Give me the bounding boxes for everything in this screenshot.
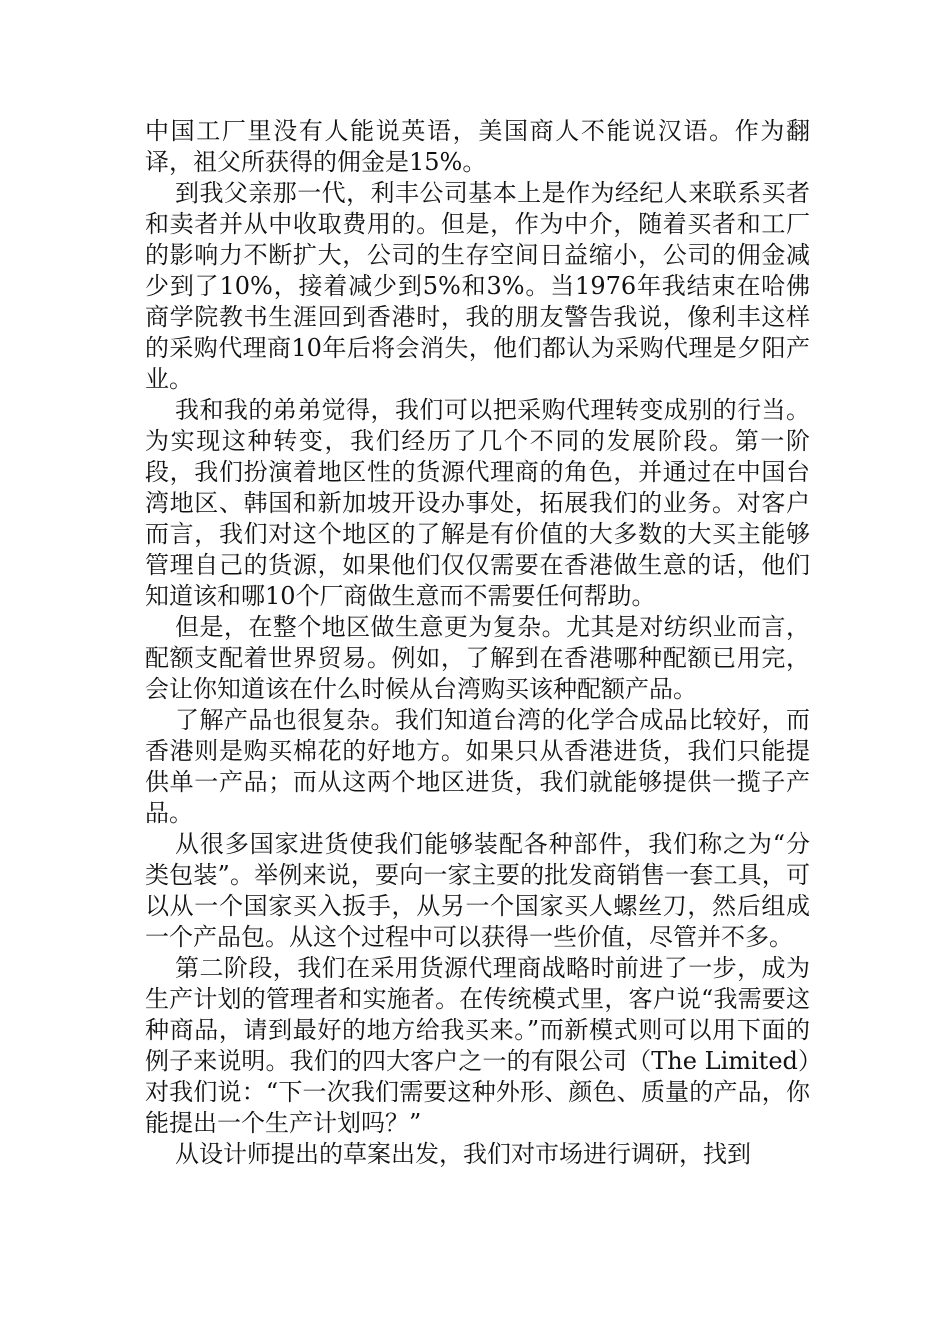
- paragraph-3: 我和我的弟弟觉得，我们可以把采购代理转变成别的行当。为实现这种转变，我们经历了几个不同的发展阶段。第一阶段，我们扮演着地区性的货源代理商的角色，并通过在中国台湾地区、韩国和新加坡开设办事处，拓展我们的业务。对客户而言，我们对这个地区的了解是有价值的大多数的大买主能够管理自己的货源，如果他们仅仅需要在香港做生意的话，他们知道该和哪10个厂商做生意而不需要任何帮助。: [145, 396, 810, 610]
- document-page: [145, 116, 810, 1170]
- paragraph-6: 从很多国家进货使我们能够装配各种部件，我们称之为“分类包装”。举例来说，要向一家主要的批发商销售一套工具，可以从一个国家买入扳手，从另一个国家买人螺丝刀，然后组成一个产品包。从这个过程中可以获得一些价值，尽管并不多。: [145, 830, 810, 951]
- paragraph-2: 到我父亲那一代，利丰公司基本上是作为经纪人来联系买者和卖者并从中收取费用的。但是，作为中介，随着买者和工厂的影响力不断扩大，公司的生存空间日益缩小，公司的佣金减少到了10%，接着减少到5%和3%。当1976年我结束在哈佛商学院教书生涯回到香港时，我的朋友警告我说，像利丰这样的采购代理商10年后将会消失，他们都认为采购代理是夕阳产业。: [145, 179, 810, 393]
- paragraph-7: 第二阶段，我们在采用货源代理商战略时前进了一步，成为生产计划的管理者和实施者。在传统模式里，客户说“我需要这种商品，请到最好的地方给我买来。”而新模式则可以用下面的例子来说明。我们的四大客户之一的有限公司（The Limited）对我们说：“下一次我们需要这种外形、颜色、质量的产品，你能提出一个生产计划吗？”: [145, 954, 810, 1137]
- paragraph-5: 了解产品也很复杂。我们知道台湾的化学合成品比较好，而香港则是购买棉花的好地方。如果只从香港进货，我们只能提供单一产品；而从这两个地区进货，我们就能够提供一揽子产品。: [145, 706, 810, 827]
- paragraph-1: 中国工厂里没有人能说英语，美国商人不能说汉语。作为翻译，祖父所获得的佣金是15%。: [145, 117, 810, 176]
- paragraph-4: 但是，在整个地区做生意更为复杂。尤其是对纺织业而言，配额支配着世界贸易。例如，了解到在香港哪种配额已用完，会让你知道该在什么时候从台湾购买该种配额产品。: [145, 613, 810, 703]
- paragraph-8: 从设计师提出的草案出发，我们对市场进行调研，找到: [175, 1140, 751, 1168]
